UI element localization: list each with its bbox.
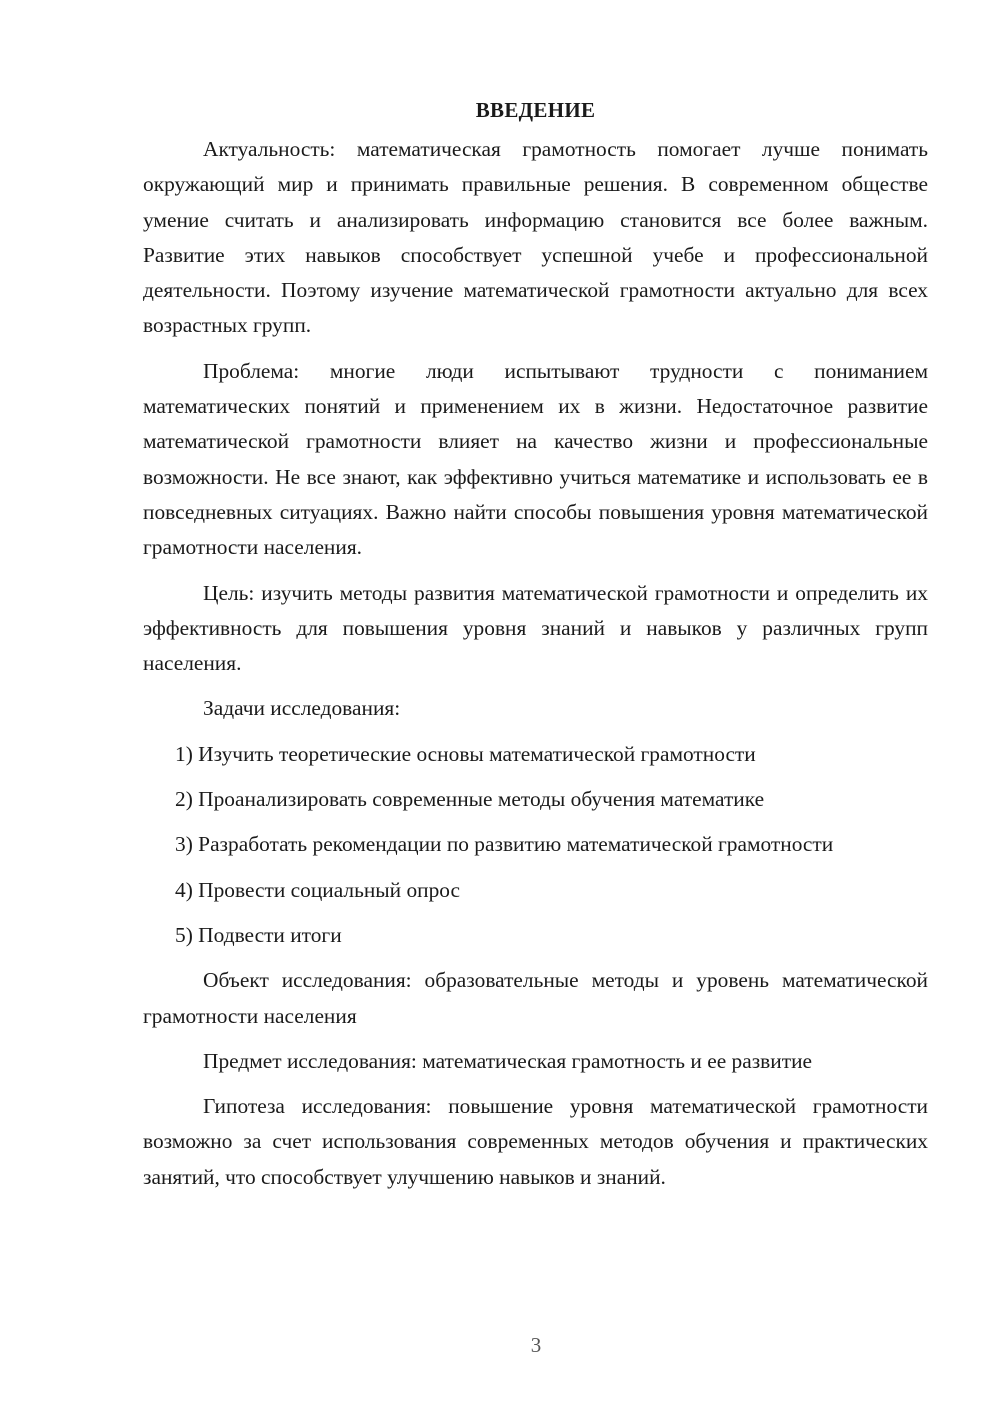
tasks-title: Задачи исследования: [203, 696, 401, 721]
paragraph-subject: Предмет исследования: математическая грамотность и ее развитие [203, 1048, 813, 1073]
paragraph-relevance: Актуальность: математическая грамотность помогает лучше понимать окружающий мир и принимать правильные решения. В современном обществе умение считать и анализировать информацию становится все более важным. Развитие этих навыков способствует успешной учебе и профессиональной деятельности. Поэтому изучение математической грамотности актуально для всех возрастных групп. [143, 137, 928, 338]
paragraph-hypothesis: Гипотеза исследования: повышение уровня математической грамотности возможно за счет использования современных методов обучения и практических занятий, что способствует улучшению навыков и знаний. [143, 1094, 928, 1189]
task-item-1: 1) Изучить теоретические основы математической грамотности [175, 741, 756, 766]
task-item-2: 2) Проанализировать современные методы обучения математике [175, 787, 765, 812]
section-heading: ВВЕДЕНИЕ [475, 98, 596, 122]
task-item-4: 4) Провести социальный опрос [175, 877, 461, 902]
paragraph-object: Объект исследования: образовательные методы и уровень математической грамотности населения [143, 968, 928, 1028]
paragraph-problem: Проблема: многие люди испытывают трудности с пониманием математических понятий и применением их в жизни. Недостаточное развитие математической грамотности влияет на качество жизни и профессиональные возможности. Не все знают, как эффективно учиться математике и использовать ее в повседневных ситуациях. Важно найти способы повышения уровня математической грамотности населения. [143, 358, 928, 560]
task-item-5: 5) Подвести итоги [175, 922, 342, 947]
document-page [143, 92, 928, 1205]
paragraph-goal: Цель: изучить методы развития математической грамотности и определить их эффективность для повышения уровня знаний и навыков у различных групп населения. [143, 580, 928, 676]
task-item-3: 3) Разработать рекомендации по развитию математической грамотности [175, 832, 834, 857]
page-number: 3 [530, 1333, 542, 1357]
